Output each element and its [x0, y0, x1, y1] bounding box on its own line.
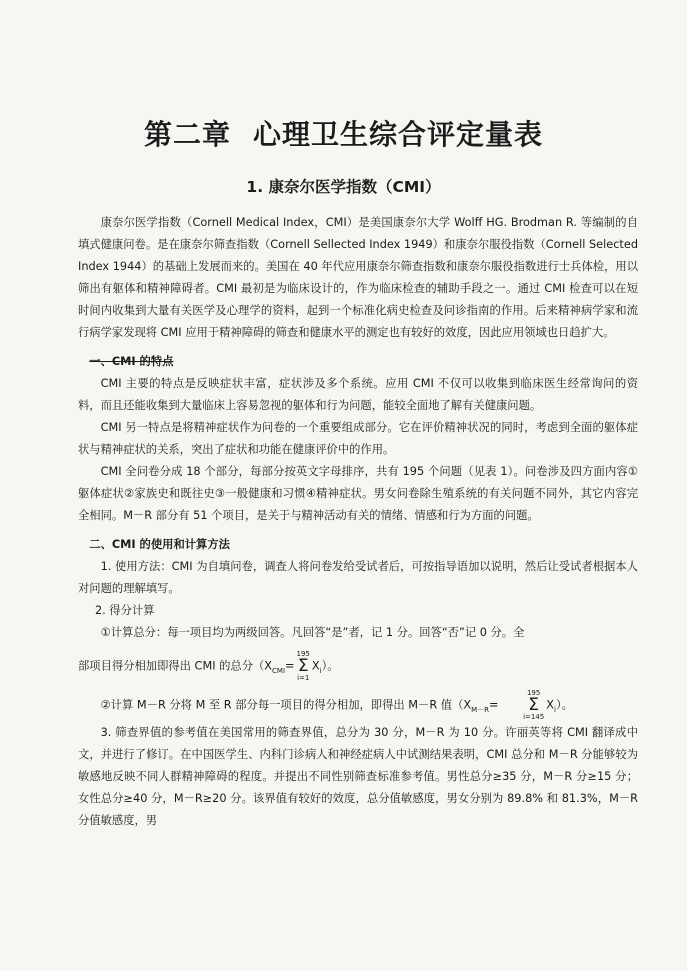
mr-subscript: M－R: [471, 705, 490, 714]
formula-index: i: [319, 666, 322, 675]
cutoff-paragraph: 3. 筛查界值的参考值在美国常用的筛查界值，总分为 30 分，M－R 为 10 分。许丽英等将 CMI 翻译成中文，并进行了修订。在中国医学生、内科门诊病人和神经症病人中试测结果表明，CMI 总分和 M－R 分能够较为敏感地反映不同人群精神障碍的程度。并提出不同性别筛查标准参考值。男性总分≥35 分，M－R 分≥15 分；女性总分≥40 分，M－R≥20 分。该界值有较好的效度，总分值敏感度，男女分别为 89.8% 和 81.3%，M－R 分值敏感度，男: [78, 726, 638, 827]
heading-usage: 二、CMI 的使用和计算方法: [89, 538, 230, 551]
summation-symbol-2: 195 Σ i=145: [500, 689, 544, 722]
section-title: 1. 康奈尔医学指数（CMI）: [246, 178, 441, 196]
formula-var: X: [311, 659, 320, 673]
formula-text: 部项目得分相加即得出 CMI 的总分（X: [78, 659, 273, 673]
score-calc-heading: 2. 得分计算: [94, 604, 155, 617]
mr-score-line: ②计算 M－R 分将 M 至 R 部分每一项目的得分相加，即得出 M－R 值（$X_{M-R}=$ 195 Σ i=145 $X_i$）。: [100, 689, 573, 721]
summation-symbol: 195 Σ i=1: [296, 650, 310, 682]
sum-upper: 195: [296, 650, 310, 658]
document-body: [78, 212, 638, 832]
feature-paragraph-2: CMI 另一特点是将精神症状作为问卷的一个重要组成部分。它在评价精神状况的同时，考虑到全面的躯体症状与精神症状的关系，突出了症状和功能在健康评价中的作用。: [78, 421, 638, 456]
total-score-line: ①计算总分：每一项目均为两级回答。凡回答“是”者，记 1 分。回答“否”记 0 分。全: [100, 626, 525, 639]
formula-close: ）。: [321, 659, 339, 673]
feature-paragraph-1: CMI 主要的特点是反映症状丰富，症状涉及多个系统。应用 CMI 不仅可以收集到临床医生经常询问的资料，而且还能收集到大量临床上容易忽视的躯体和行为问题，能较全面地了解有关健康问题。: [78, 377, 638, 412]
usage-method: 1. 使用方法：CMI 为自填问卷，调查人将问卷发给受试者后，可按指导语加以说明，然后让受试者根据本人对问题的理解填写。: [78, 560, 638, 595]
total-score-formula: 部项目得分相加即得出 CMI 的总分（$X_{CMI}=$ 195 Σ i=1 $X_i$）。: [78, 650, 339, 682]
chapter-title: [0, 113, 687, 153]
sum2-lower: i=145: [523, 713, 545, 721]
mr-close: ）。: [555, 698, 573, 712]
sum2-upper: 195: [526, 689, 541, 697]
chapter-name: 心理卫生综合评定量表: [253, 118, 544, 151]
intro-paragraph: 康奈尔医学指数（Cornell Medical Index，CMI）是美国康奈尔大学 Wolff HG. Brodman R. 等编制的自填式健康问卷。是在康奈尔筛查指数（Cornell Sellected Index 1949）和康奈尔服役指数（Cornell Selected Index 1944）的基础上发展而来的。美国在 40 年代应用康奈尔筛查指数和康奈尔服役指数进行士兵体检，用以筛出有躯体和精神障碍者。CMI 最初是为临床设计的，作为临床检查的辅助手段之一。通过 CMI 检查可以在短时间内收集到大量有关医学及心理学的资料，起到一个标准化病史检查及问诊指南的作用。后来精神病学家和流行病学家发现将 CMI 应用于精神障碍的筛查和健康水平的测定也有较好的效度，因此应用领域也日趋扩大。: [78, 216, 638, 339]
heading-features: 一、CMI 的特点: [89, 355, 174, 368]
sum-lower: i=1: [297, 674, 310, 682]
chapter-number: 第二章: [143, 118, 231, 151]
formula-subscript: CMI: [272, 666, 286, 675]
mr-text: ②计算 M－R 分将 M 至 R 部分每一项目的得分相加，即得出 M－R 值（X: [100, 698, 472, 712]
feature-paragraph-3: CMI 全问卷分成 18 个部分，每部分按英文字母排序，共有 195 个问题（见表 1）。问卷涉及四方面内容①躯体症状②家族史和既往史③一般健康和习惯④精神症状。男女问卷除生殖系统的有关问题不同外，其它内容完全相同。M－R 部分有 51 个项目，是关于与精神活动有关的情绪、情感和行为方面的问题。: [78, 465, 638, 522]
